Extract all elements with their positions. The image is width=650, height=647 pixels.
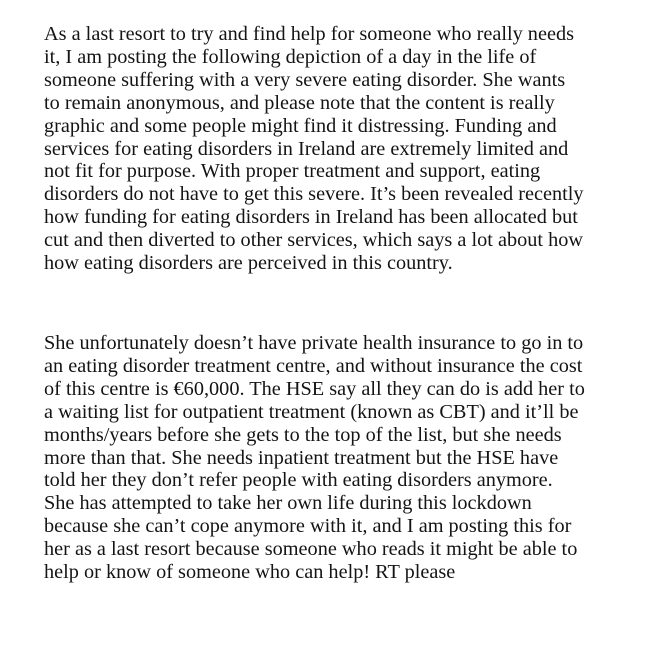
paragraph-2-line: more than that. She needs inpatient treatment but the HSE have (44, 446, 559, 469)
paragraph-1-line: how eating disorders are perceived in this country. (44, 252, 453, 275)
paragraph-1-line: to remain anonymous, and please note that the content is really (44, 91, 555, 114)
paragraph-2-line: her as a last resort because someone who reads it might be able to (44, 538, 578, 561)
paragraph-1-line: someone suffering with a very severe eating disorder. She wants (44, 68, 566, 91)
paragraph-1-line: disorders do not have to get this severe. It’s been revealed recently (44, 183, 584, 206)
paragraph-1 (44, 23, 584, 275)
paragraph-2-line: She has attempted to take her own life during this lockdown (44, 492, 532, 515)
paragraph-1-line: not fit for purpose. With proper treatment and support, eating (44, 160, 541, 183)
paragraph-1-line: graphic and some people might find it distressing. Funding and (44, 114, 557, 137)
paragraph-2-line: a waiting list for outpatient treatment (known as CBT) and it’ll be (44, 400, 579, 423)
paragraph-1-line: As a last resort to try and find help for someone who really needs (44, 23, 574, 45)
paragraph-2-line: months/years before she gets to the top of the list, but she needs (44, 423, 562, 446)
paragraph-2-line: of this centre is €60,000. The HSE say all they can do is add her to (44, 377, 585, 400)
paragraph-2-line: She unfortunately doesn’t have private health insurance to go in to (44, 332, 584, 354)
paragraph-2-line: help or know of someone who can help! RT please (44, 561, 456, 584)
paragraph-2-line: because she can’t cope anymore with it, and I am posting this for (44, 515, 572, 538)
paragraph-2 (44, 332, 585, 584)
paragraph-1-line: cut and then diverted to other services, which says a lot about how (44, 229, 583, 252)
paragraph-1-line: services for eating disorders in Ireland are extremely limited and (44, 137, 569, 160)
paragraph-1-line: it, I am posting the following depiction of a day in the life of (44, 45, 537, 68)
paragraph-1-line: how funding for eating disorders in Ireland has been allocated but (44, 206, 578, 229)
paragraph-2-line: told her they don’t refer people with eating disorders anymore. (44, 469, 553, 492)
paragraph-2-line: an eating disorder treatment centre, and without insurance the cost (44, 354, 583, 377)
